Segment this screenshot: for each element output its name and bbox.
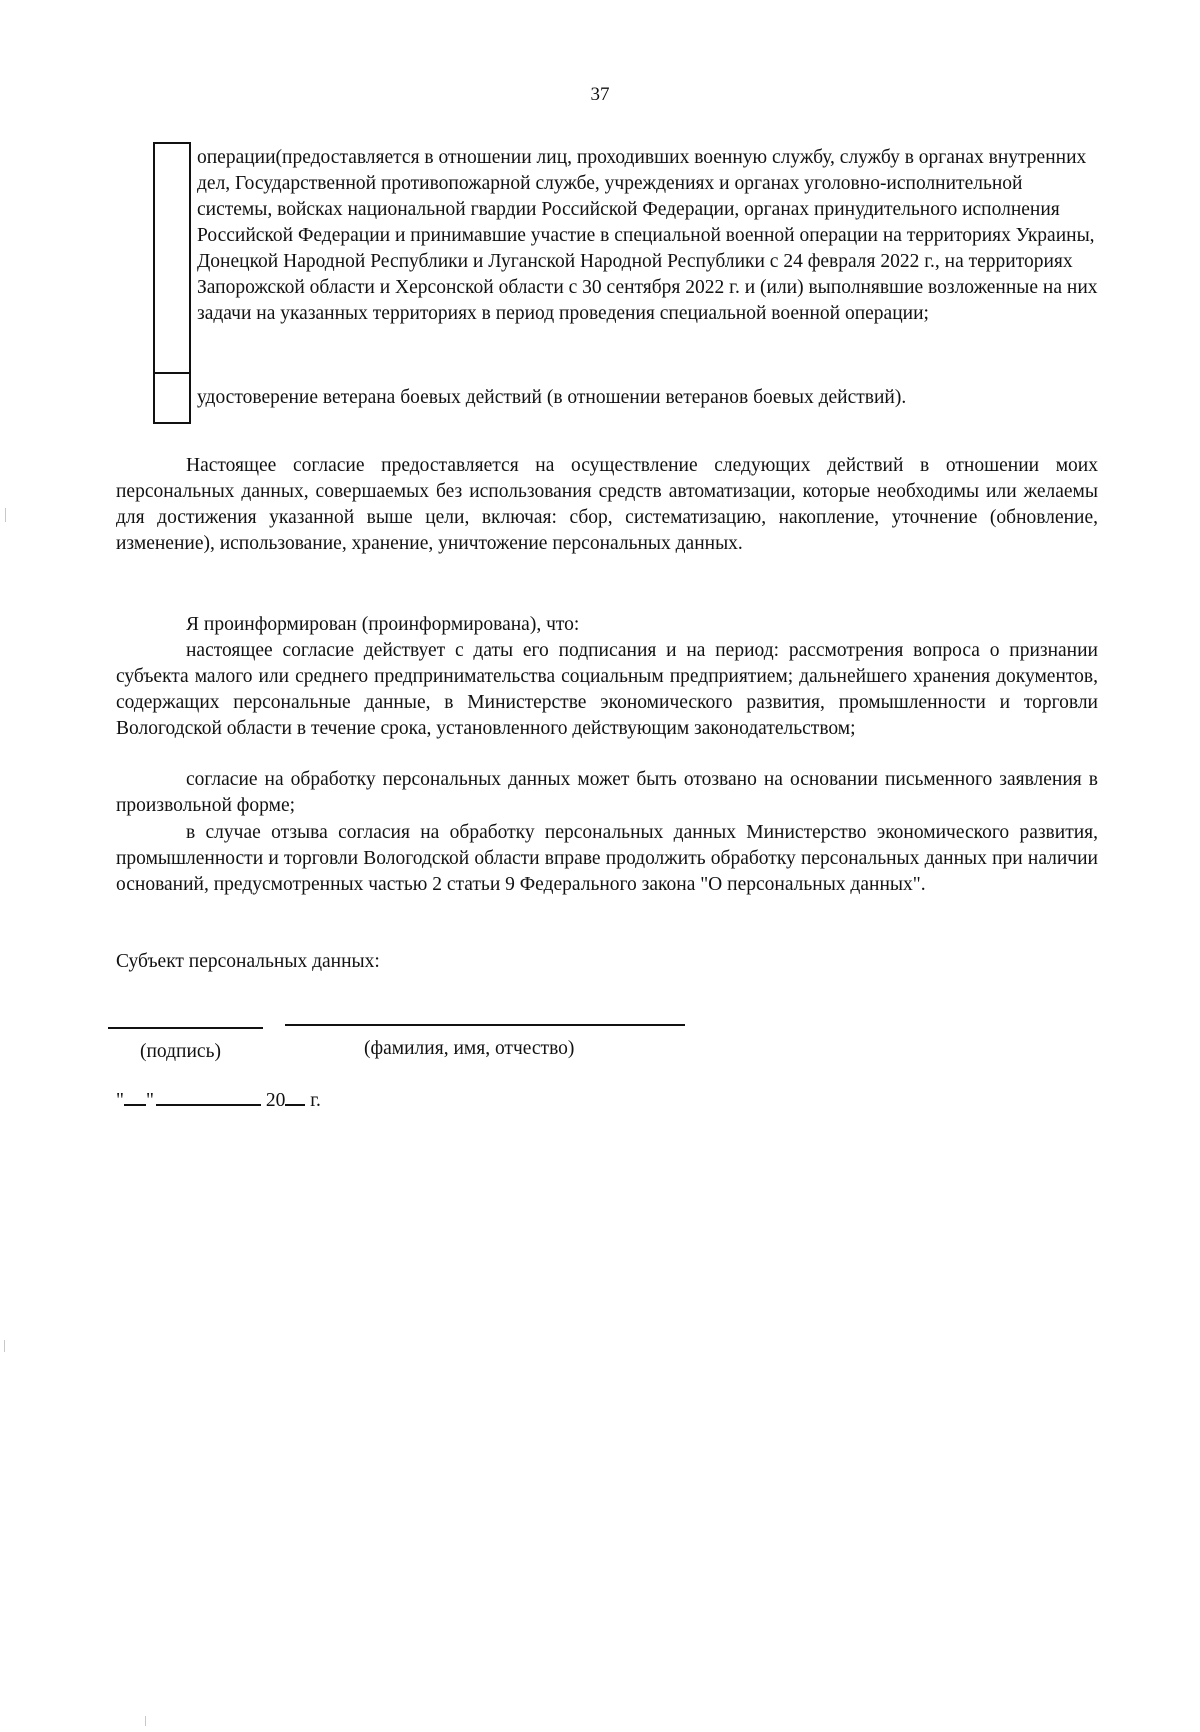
- date-quote-open: ": [116, 1090, 124, 1111]
- checkbox-list: [153, 142, 1098, 424]
- year-blank[interactable]: [285, 1086, 305, 1106]
- date-quote-close: ": [145, 1090, 154, 1111]
- checkbox-item-text: операции(предоставляется в отношении лиц, проходивших военную службу, службу в органах внутренних дел, Государственной противопожарной службе, учреждениях и органах уголовно-исполнительной системы, войсках национальной гвардии Российской Федерации, органах принудительного исполнения Российской Федерации и принимавшие участие в специальной военной операции на территориях Украины, Донецкой Народной Республики и Луганской Народной Республики с 24 февраля 2022 г., на территориях Запорожской области и Херсонской области с 30 сентября 2022 г. и (или) выполнявшие возложенные на них задачи на указанных территориях в период проведения специальной военной операции;: [190, 143, 1098, 373]
- full-name-label: (фамилия, имя, отчество): [364, 1038, 575, 1059]
- checkbox[interactable]: [154, 143, 190, 373]
- subject-label: Субъект персональных данных:: [116, 951, 380, 972]
- checkbox-item-text: удостоверение ветерана боевых действий (в отношении ветеранов боевых действий).: [190, 373, 1098, 423]
- scan-artifact: [4, 1340, 5, 1352]
- informed-item-withdrawal: в случае отзыва согласия на обработку персональных данных Министерство экономического развития, промышленности и торговли Вологодской области вправе продолжить обработку персональных данных при наличии оснований, предусмотренных частью 2 статьи 9 Федерального закона "О персональных данных".: [116, 822, 1098, 895]
- consent-paragraph: Настоящее согласие предоставляется на осуществление следующих действий в отношении моих персональных данных, совершаемых без использования средств автоматизации, которые необходимы или желаемы для достижения указанной выше цели, включая: сбор, систематизацию, накопление, уточнение (обновление, изменение), использование, хранение, уничтожение персональных данных.: [116, 455, 1098, 554]
- page-number: 37: [590, 84, 610, 105]
- informed-item-revocation: согласие на обработку персональных данных может быть отозвано на основании письменного заявления в произвольной форме;: [116, 769, 1098, 816]
- day-blank[interactable]: [124, 1086, 146, 1106]
- checkbox-row: [154, 373, 1098, 423]
- date-field: [116, 1086, 321, 1112]
- scan-artifact: [5, 508, 6, 522]
- checkbox-row: [154, 143, 1098, 373]
- signature-label: (подпись): [140, 1041, 221, 1062]
- scan-artifact: [145, 1716, 146, 1726]
- informed-heading: Я проинформирован (проинформирована), что:: [186, 614, 580, 635]
- year-suffix: г.: [310, 1090, 321, 1111]
- informed-item-validity: настоящее согласие действует с даты его подписания и на период: рассмотрения вопроса о признании субъекта малого или среднего предпринимательства социальным предприятием; дальнейшего хранения документов, содержащих персональные данные, в Министерстве экономического развития, промышленности и торговли Вологодской области в течение срока, установленного действующим законодательством;: [116, 640, 1098, 739]
- year-prefix: 20: [265, 1090, 286, 1111]
- signature-line[interactable]: [108, 1027, 263, 1029]
- full-name-line[interactable]: [285, 1024, 685, 1026]
- month-blank[interactable]: [156, 1086, 261, 1106]
- checkbox[interactable]: [154, 373, 190, 423]
